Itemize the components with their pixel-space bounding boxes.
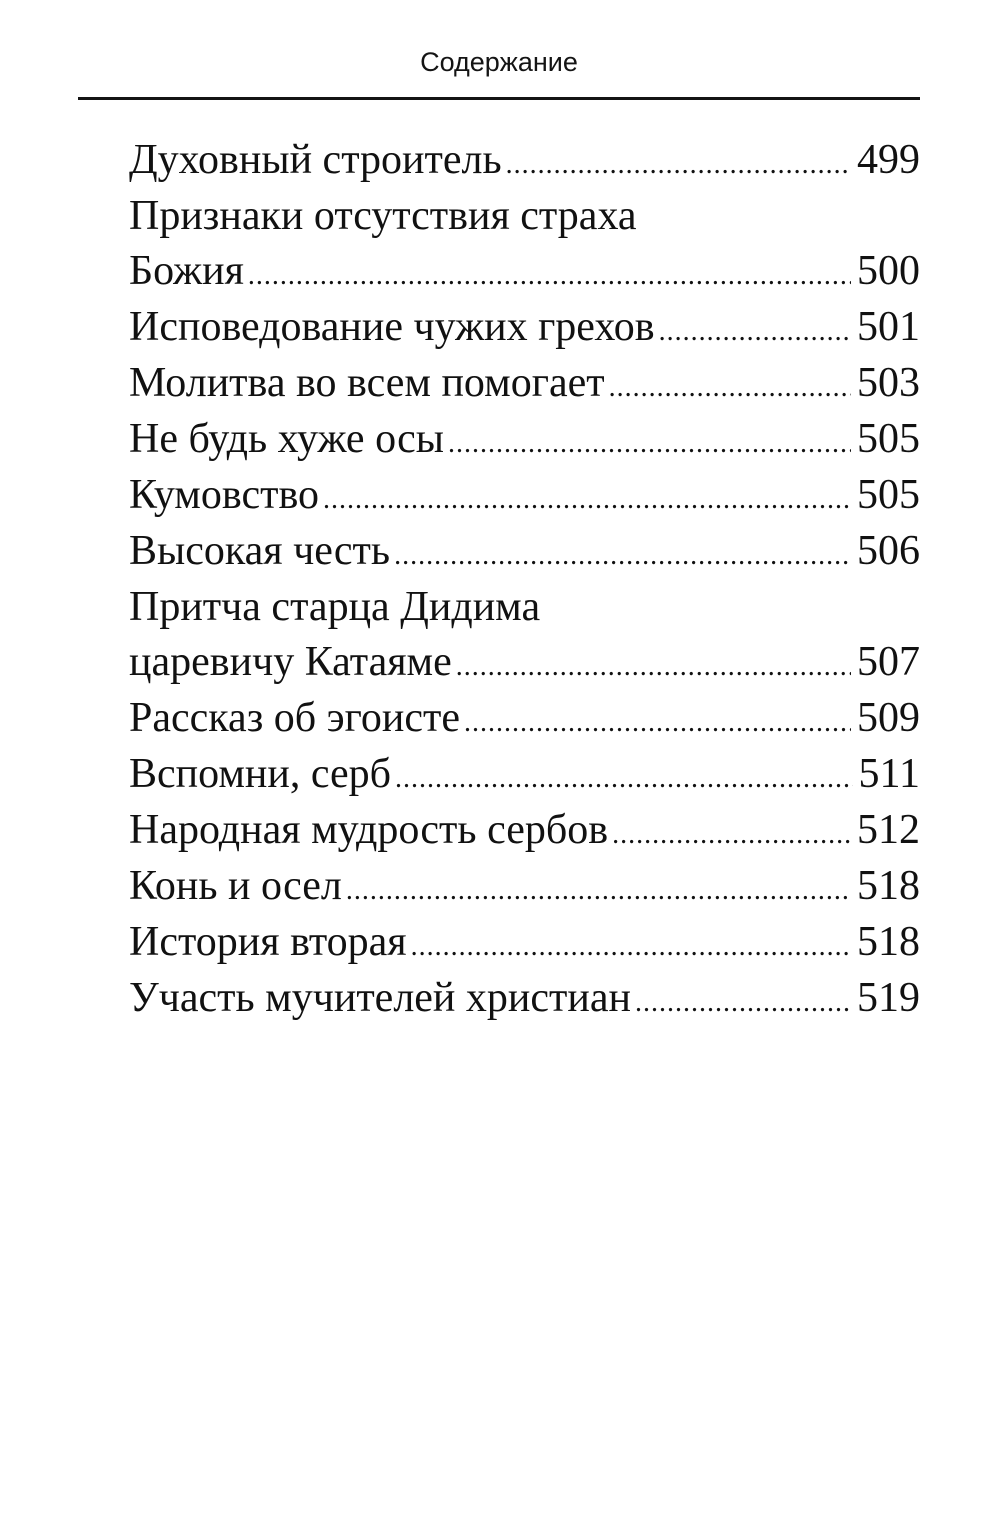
table-of-contents (129, 136, 920, 1030)
toc-entry (129, 750, 920, 806)
dot-leader (448, 420, 851, 468)
toc-entry-title-continued: Божия (129, 248, 244, 294)
toc-entry-title: Притча старца Дидима (129, 584, 541, 630)
toc-entry-title: Кумовство (129, 472, 320, 518)
dot-leader (609, 364, 851, 412)
toc-entry-title: Признаки отсутствия страха (129, 193, 637, 239)
toc-entry-page: 507 (857, 639, 920, 685)
toc-entry-title: Конь и осел (129, 863, 342, 909)
dot-leader (248, 252, 851, 300)
dot-leader (411, 923, 851, 971)
dot-leader (346, 867, 851, 915)
toc-entry (129, 918, 920, 974)
dot-leader (635, 979, 851, 1027)
toc-entry-title-continued: царевичу Катаяме (129, 639, 452, 685)
toc-entry-page: 519 (857, 975, 920, 1021)
header-rule (78, 97, 920, 100)
toc-entry-title: Высокая честь (129, 528, 391, 574)
toc-entry-title: Вспомни, серб (129, 751, 392, 797)
toc-entry-title: Духовный строитель (129, 137, 502, 183)
toc-entry (129, 471, 920, 527)
toc-entry-page: 500 (857, 248, 920, 294)
dot-leader (464, 699, 851, 747)
toc-entry-title: Исповедование чужих грехов (129, 304, 655, 350)
toc-entry (129, 862, 920, 918)
toc-entry-page: 505 (857, 472, 920, 518)
toc-entry-title: История вторая (129, 919, 407, 965)
toc-entry (129, 359, 920, 415)
dot-leader (394, 532, 851, 580)
toc-entry-title: Участь мучителей христиан (129, 975, 631, 1021)
toc-entry (129, 974, 920, 1030)
toc-entry-title: Рассказ об эгоисте (129, 695, 460, 741)
toc-entry-title: Народная мудрость сербов (129, 807, 609, 853)
toc-entry (129, 694, 920, 750)
dot-leader (323, 476, 851, 524)
toc-entry-page: 499 (857, 137, 920, 183)
dot-leader (659, 308, 851, 356)
toc-entry (129, 192, 920, 303)
toc-entry-page: 518 (857, 863, 920, 909)
dot-leader (612, 811, 851, 859)
running-head: Содержание (420, 47, 578, 77)
toc-entry-page: 506 (857, 528, 920, 574)
toc-entry-page: 505 (857, 416, 920, 462)
toc-entry-page: 503 (857, 360, 920, 406)
toc-entry-page: 511 (858, 751, 920, 797)
dot-leader (456, 643, 851, 691)
toc-entry (129, 583, 920, 694)
toc-entry-title: Молитва во всем помогает (129, 360, 605, 406)
toc-entry (129, 527, 920, 583)
toc-entry (129, 806, 920, 862)
toc-entry (129, 415, 920, 471)
toc-entry-page: 512 (857, 807, 920, 853)
toc-entry (129, 136, 920, 192)
toc-entry-page: 501 (857, 304, 920, 350)
toc-entry-page: 509 (857, 695, 920, 741)
dot-leader (395, 755, 853, 803)
toc-entry (129, 303, 920, 359)
toc-entry-page: 518 (857, 919, 920, 965)
toc-entry-title: Не будь хуже осы (129, 416, 444, 462)
dot-leader (506, 141, 851, 189)
